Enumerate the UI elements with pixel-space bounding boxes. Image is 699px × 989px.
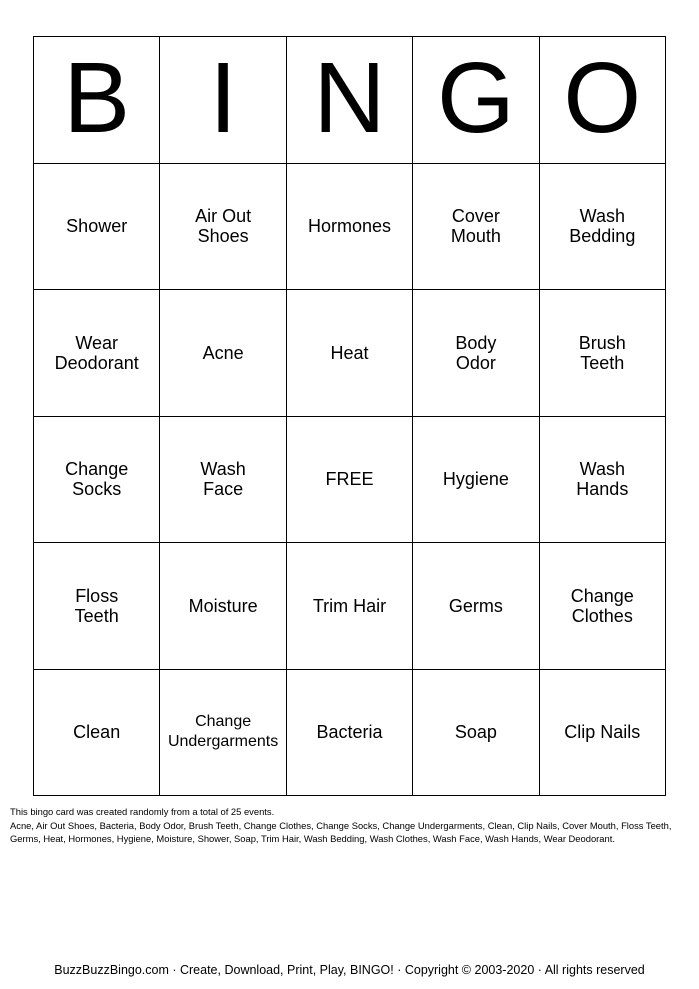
bingo-cell-r4-c1: Floss Teeth: [34, 543, 160, 670]
bingo-cell-r2-c3: Heat: [287, 290, 413, 417]
bingo-cell-r4-c4: Germs: [413, 543, 539, 670]
header-letter-i: I: [160, 37, 286, 164]
bingo-cell-r4-c3: Trim Hair: [287, 543, 413, 670]
bingo-cell-r5-c4: Soap: [413, 670, 539, 797]
bingo-cell-r5-c1: Clean: [34, 670, 160, 797]
header-letter-g: G: [413, 37, 539, 164]
bingo-cell-r4-c2: Moisture: [160, 543, 286, 670]
bingo-cell-r1-c1: Shower: [34, 164, 160, 291]
bingo-cell-r1-c4: Cover Mouth: [413, 164, 539, 291]
bingo-cell-r5-c5: Clip Nails: [540, 670, 666, 797]
bingo-cell-r1-c2: Air Out Shoes: [160, 164, 286, 291]
bingo-cell-r3-c2: Wash Face: [160, 417, 286, 544]
bingo-cell-r3-c1: Change Socks: [34, 417, 160, 544]
card-info-event-list: Acne, Air Out Shoes, Bacteria, Body Odor, Brush Teeth, Change Clothes, Change Socks, Change Undergarments, Clean, Clip Nails, Cover Mouth, Floss Teeth, Germs, Heat, Hormones, Hygiene, Moisture, Shower, Soap, Trim Hair, Wash Bedding, Wash Clothes, Wash Face, Wash Hands, Wear Deodorant.: [10, 819, 672, 844]
bingo-cell-r2-c5: Brush Teeth: [540, 290, 666, 417]
bingo-cell-free: FREE: [287, 417, 413, 544]
bingo-cell-r5-c2: Change Undergarments: [160, 670, 286, 797]
bingo-cell-r2-c4: Body Odor: [413, 290, 539, 417]
card-info: [10, 805, 690, 846]
page-footer: BuzzBuzzBingo.com · Create, Download, Print, Play, BINGO! · Copyright © 2003-2020 · All rights reserved: [54, 963, 645, 977]
card-info-summary: This bingo card was created randomly from a total of 25 events.: [10, 806, 275, 817]
bingo-cell-r3-c5: Wash Hands: [540, 417, 666, 544]
bingo-cell-r4-c5: Change Clothes: [540, 543, 666, 670]
bingo-cell-r2-c2: Acne: [160, 290, 286, 417]
bingo-cell-r5-c3: Bacteria: [287, 670, 413, 797]
header-letter-n: N: [287, 37, 413, 164]
bingo-cell-r2-c1: Wear Deodorant: [34, 290, 160, 417]
bingo-card: [33, 36, 666, 796]
header-letter-b: B: [34, 37, 160, 164]
header-letter-o: O: [540, 37, 666, 164]
bingo-cell-r3-c4: Hygiene: [413, 417, 539, 544]
bingo-cell-r1-c5: Wash Bedding: [540, 164, 666, 291]
bingo-cell-r1-c3: Hormones: [287, 164, 413, 291]
